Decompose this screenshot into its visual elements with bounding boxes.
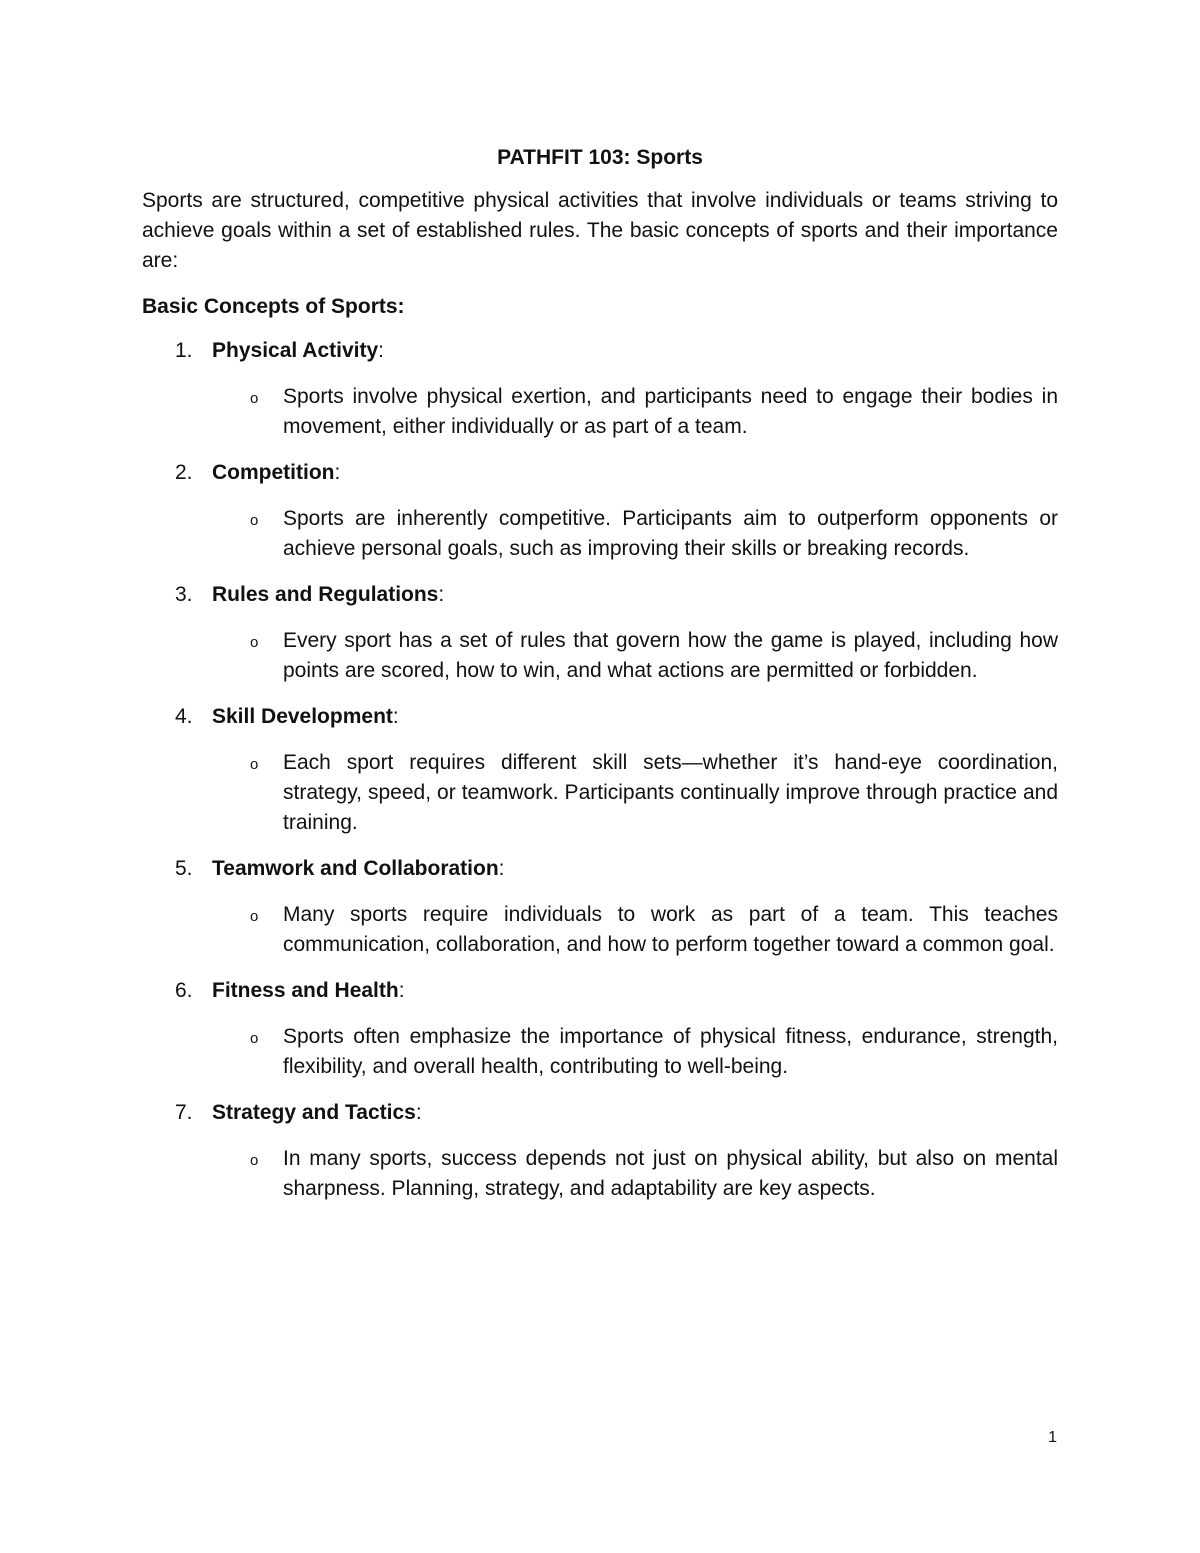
concept-heading — [142, 580, 1058, 610]
concept-label-text: Skill Development — [212, 705, 393, 728]
concept-list — [142, 336, 1058, 1220]
bullet-icon: o — [250, 756, 259, 773]
concept-heading — [142, 976, 1058, 1006]
list-item — [142, 458, 1058, 564]
intro-paragraph: Sports are structured, competitive physical activities that involve individuals or teams striving to achieve goals within a set of established rules. The basic concepts of sports and their importance are: — [142, 189, 1058, 272]
list-item — [142, 976, 1058, 1082]
concept-detail — [142, 748, 1058, 838]
list-item — [142, 580, 1058, 686]
list-item — [142, 336, 1058, 442]
page-number: 1 — [1048, 1429, 1057, 1446]
concept-label — [212, 854, 505, 884]
concept-number: 2. — [175, 461, 193, 484]
bullet-icon: o — [250, 1152, 259, 1169]
bullet-icon: o — [250, 512, 259, 529]
concept-label — [212, 580, 444, 610]
concept-label — [212, 976, 405, 1006]
concept-number: 5. — [175, 857, 193, 880]
concept-heading — [142, 336, 1058, 366]
concept-label — [212, 702, 399, 732]
list-item — [142, 702, 1058, 838]
concept-heading — [142, 854, 1058, 884]
list-item — [142, 854, 1058, 960]
concept-label-text: Physical Activity — [212, 339, 379, 362]
concept-detail-text: Each sport requires different skill sets—whether it’s hand-eye coordination, strategy, speed, or teamwork. Participants continually improve through practice and training. — [283, 751, 1058, 834]
concept-colon: : — [415, 1101, 422, 1124]
concept-heading — [142, 1098, 1058, 1128]
concept-detail-text: Sports often emphasize the importance of physical fitness, endurance, strength, flexibility, and overall health, contributing to well-being. — [283, 1025, 1058, 1078]
bullet-icon: o — [250, 1030, 259, 1047]
concept-heading — [142, 702, 1058, 732]
concept-detail — [142, 1144, 1058, 1204]
concept-colon: : — [498, 857, 505, 880]
concept-detail — [142, 504, 1058, 564]
concept-detail-text: Every sport has a set of rules that govern how the game is played, including how points are scored, how to win, and what actions are permitted or forbidden. — [283, 629, 1058, 682]
concept-detail-text: In many sports, success depends not just on physical ability, but also on mental sharpness. Planning, strategy, and adaptability are key aspects. — [283, 1147, 1058, 1200]
concept-label-text: Competition — [212, 461, 335, 484]
concept-number: 1. — [175, 339, 193, 362]
concept-colon: : — [378, 339, 384, 362]
concept-label — [212, 1098, 422, 1128]
concept-label — [212, 336, 384, 366]
bullet-icon: o — [250, 390, 259, 407]
list-item — [142, 1098, 1058, 1204]
concept-number: 3. — [175, 583, 193, 606]
section-heading: Basic Concepts of Sports: — [142, 295, 405, 318]
concept-detail-text: Sports are inherently competitive. Participants aim to outperform opponents or achieve personal goals, such as improving their skills or breaking records. — [283, 507, 1058, 560]
concept-label-text: Teamwork and Collaboration — [212, 857, 499, 880]
concept-detail — [142, 382, 1058, 442]
concept-number: 7. — [175, 1101, 193, 1124]
concept-colon: : — [392, 705, 399, 728]
concept-number: 4. — [175, 705, 193, 728]
concept-label-text: Strategy and Tactics — [212, 1101, 416, 1124]
concept-label-text: Rules and Regulations — [212, 583, 439, 606]
concept-label-text: Fitness and Health — [212, 979, 399, 1002]
concept-detail — [142, 626, 1058, 686]
concept-number: 6. — [175, 979, 193, 1002]
concept-heading — [142, 458, 1058, 488]
bullet-icon: o — [250, 634, 259, 651]
concept-label — [212, 458, 340, 488]
concept-detail — [142, 900, 1058, 960]
concept-colon: : — [398, 979, 405, 1002]
concept-detail-text: Sports involve physical exertion, and participants need to engage their bodies in movement, either individually or as part of a team. — [283, 385, 1058, 438]
concept-detail — [142, 1022, 1058, 1082]
page-title: PATHFIT 103: Sports — [497, 146, 703, 169]
bullet-icon: o — [250, 908, 259, 925]
concept-colon: : — [334, 461, 341, 484]
concept-detail-text: Many sports require individuals to work as part of a team. This teaches communication, collaboration, and how to perform together toward a common goal. — [283, 903, 1058, 956]
concept-colon: : — [438, 583, 445, 606]
